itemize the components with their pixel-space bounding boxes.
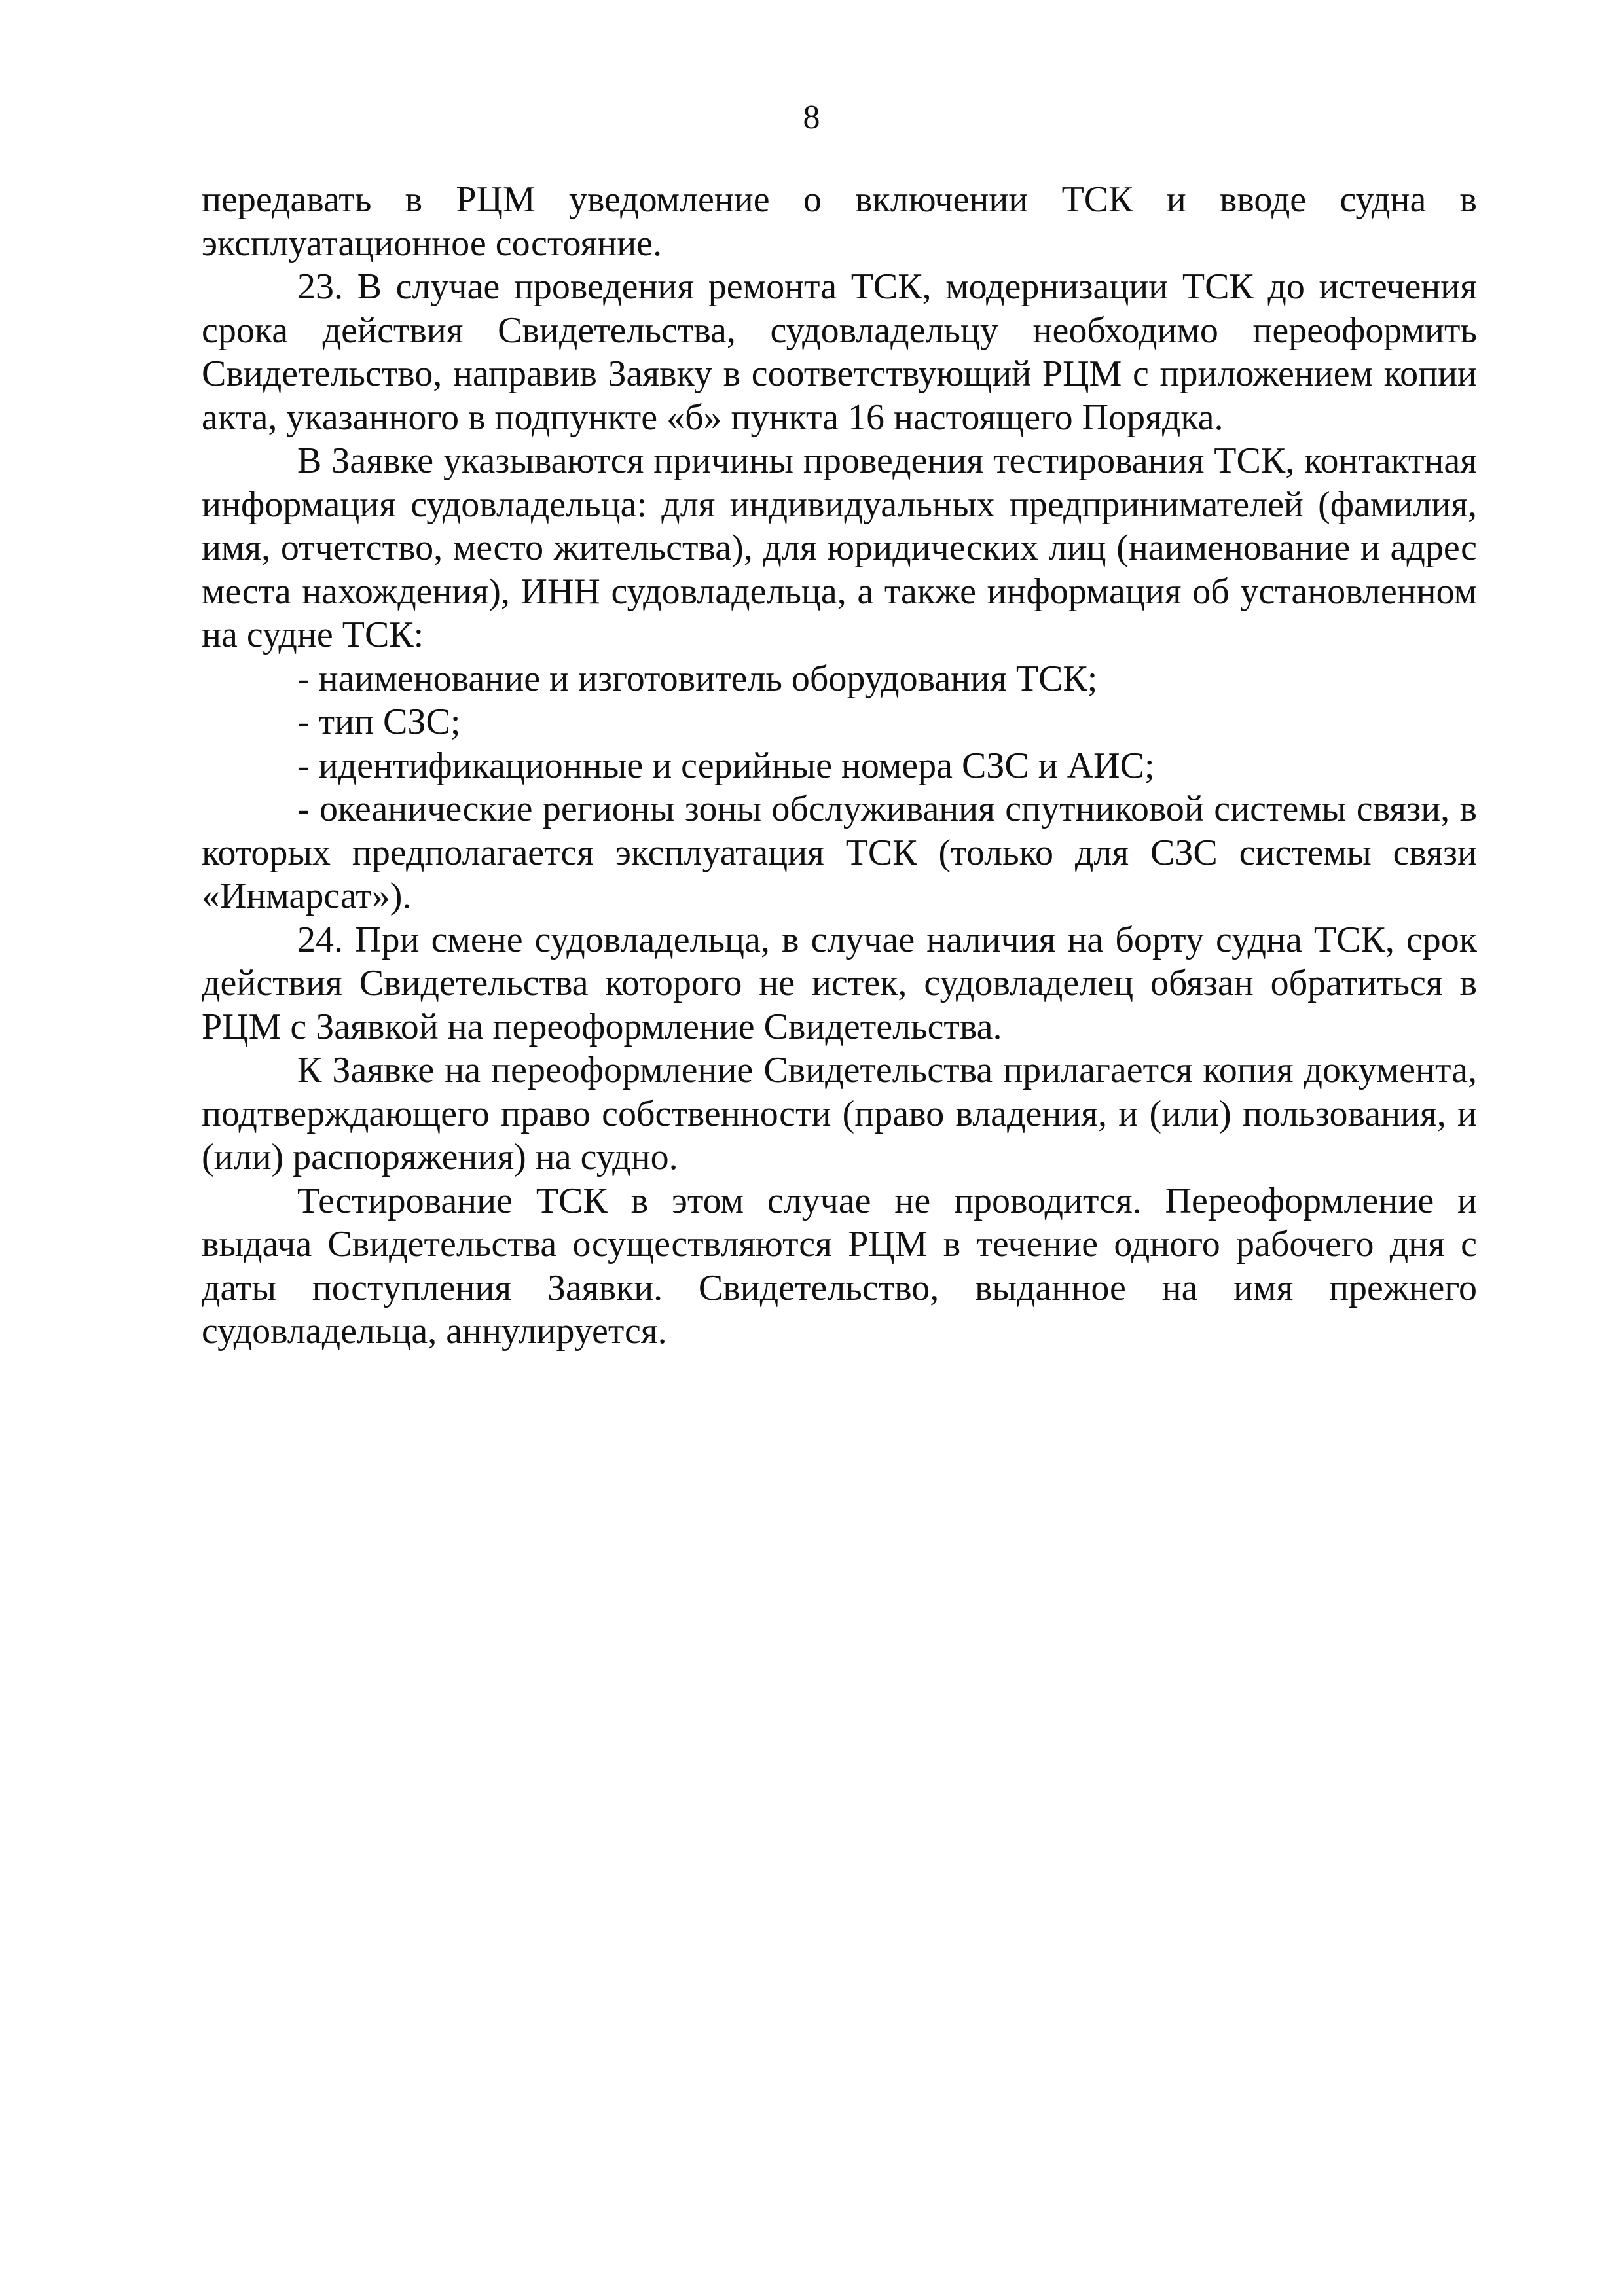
list-item: - океанические регионы зоны обслуживания спутниковой системы связи, в которых предполагается эксплуатация ТСК (только для СЗС системы связи «Инмарсат»). (202, 789, 1477, 916)
paragraph: 23. В случае проведения ремонта ТСК, модернизации ТСК до истечения срока действия Свидетельства, судовладельцу необходимо переоформить Свидетельство, направив Заявку в соответствующий РЦМ с приложением копии акта, указанного в подпункте «б» пункта 16 настоящего Порядка. (202, 266, 1477, 438)
document-body (202, 178, 1477, 1354)
paragraph: Тестирование ТСК в этом случае не проводится. Переоформление и выдача Свидетельства осуществляются РЦМ в течение одного рабочего дня с даты поступления Заявки. Свидетельство, выданное на имя прежнего судовладельца, аннулируется. (202, 1180, 1477, 1352)
paragraph: передавать в РЦМ уведомление о включении ТСК и вводе судна в эксплуатационное состояние. (202, 179, 1477, 264)
paragraph: В Заявке указываются причины проведения тестирования ТСК, контактная информация судовладельца: для индивидуальных предпринимателей (фамилия, имя, отчетство, место жительства), для юридических лиц (наименование и адрес места нахождения), ИНН судовладельца, а также информация об установленном на судне ТСК: (202, 440, 1477, 655)
paragraph: К Заявке на переоформление Свидетельства прилагается копия документа, подтверждающего право собственности (право владения, и (или) пользования, и (или) распоряжения) на судно. (202, 1050, 1477, 1177)
page-number: 8 (803, 99, 820, 136)
paragraph: 24. При смене судовладельца, в случае наличия на борту судна ТСК, срок действия Свидетельства которого не истек, судовладелец обязан обратиться в РЦМ с Заявкой на переоформление Свидетельства. (202, 919, 1477, 1047)
list-item: - тип СЗС; (297, 702, 461, 742)
list-item: - идентификационные и серийные номера СЗС и АИС; (297, 745, 1155, 786)
list-item: - наименование и изготовитель оборудования ТСК; (297, 658, 1098, 699)
